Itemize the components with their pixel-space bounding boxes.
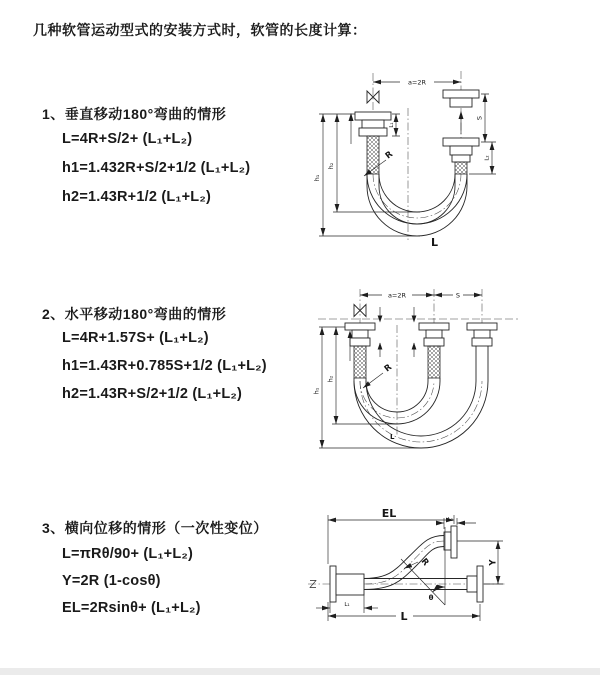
dim-a2r-label: a=2R [407,78,427,87]
right-flange-upper [443,90,479,107]
dim-h2-label: h₂ [327,162,335,170]
section-1-heading: 1、垂直移动180°弯曲的情形 [42,106,227,122]
dim-l2-label: L₂ [447,517,454,523]
dim-h2-label: h₂ [326,375,335,383]
dim-s-label: S [475,115,484,121]
formula-line: h2=1.43R+1/2 (L₁+L₂) [62,189,212,205]
dimension-l [328,602,480,623]
formula-line: Y=2R (1-cosθ) [62,573,161,589]
length-label: L [431,236,439,249]
page-title: 几种软管运动型式的安装方式时，软管的长度计算： [33,22,367,38]
diagram-vertical-180-bend [308,66,593,261]
length-label: L [390,433,395,441]
radius-leader [363,362,394,388]
left-flange [330,566,364,602]
dimension-el [328,507,454,564]
hose-u-bend [367,174,467,236]
dim-y-label: Y [488,559,499,566]
middle-flange [419,323,449,346]
dim-el-label: EL [381,507,397,520]
radius-leader [404,557,431,569]
radius-label: R [383,149,396,162]
dimension-s [476,94,497,142]
left-braided-hose [367,136,379,174]
dim-l1-label: L₁ [389,122,395,128]
diagram-horizontal-180-bend [310,283,595,468]
dimension-span-2r [373,76,461,87]
page-bottom-edge [0,668,600,675]
dimension-s [434,289,482,300]
dim-h1-label: h₁ [312,387,321,395]
formula-line: h1=1.432R+S/2+1/2 (L₁+L₂) [62,160,251,176]
dim-l2-label: L₂ [484,155,491,161]
right-flange-original [467,566,483,602]
dim-l-label: L [400,610,408,623]
formula-line: L=4R+1.57S+ (L₁+L₂) [62,330,209,346]
right-flange [467,323,497,346]
dim-s-label: S [455,291,461,300]
formula-line: L=πRθ/90+ (L₁+L₂) [62,546,194,562]
dim-l1-label: L₁ [344,602,350,608]
dimension-l1 [316,595,378,613]
section-3-heading: 3、横向位移的情形（一次性变位） [42,520,268,536]
formula-line: EL=2Rsinθ+ (L₁+L₂) [62,600,201,616]
section-2-heading: 2、水平移动180°弯曲的情形 [42,306,227,322]
right-flange-lower [443,138,479,162]
middle-braided-hose [428,346,440,378]
radius-label: R [418,556,431,569]
hose-u-bends [354,346,488,448]
formula-line: h2=1.43R+S/2+1/2 (L₁+L₂) [62,386,243,402]
dim-h1-label: h₁ [313,174,321,182]
left-flange [355,112,391,136]
dim-a2r-label: a=2R [387,291,407,300]
theta-label: θ [428,594,434,602]
dimension-l2 [469,142,496,174]
right-braided-hose [455,162,467,174]
dimension-span-2r [360,289,434,300]
diagram-lateral-displacement [300,498,600,663]
upper-flange-displaced [444,526,457,558]
formula-line: h1=1.43R+0.785S+1/2 (L₁+L₂) [62,358,267,374]
radius-label: R [382,362,395,375]
left-braided-hose [354,346,366,378]
formula-line: L=4R+S/2+ (L₁+L₂) [62,131,193,147]
